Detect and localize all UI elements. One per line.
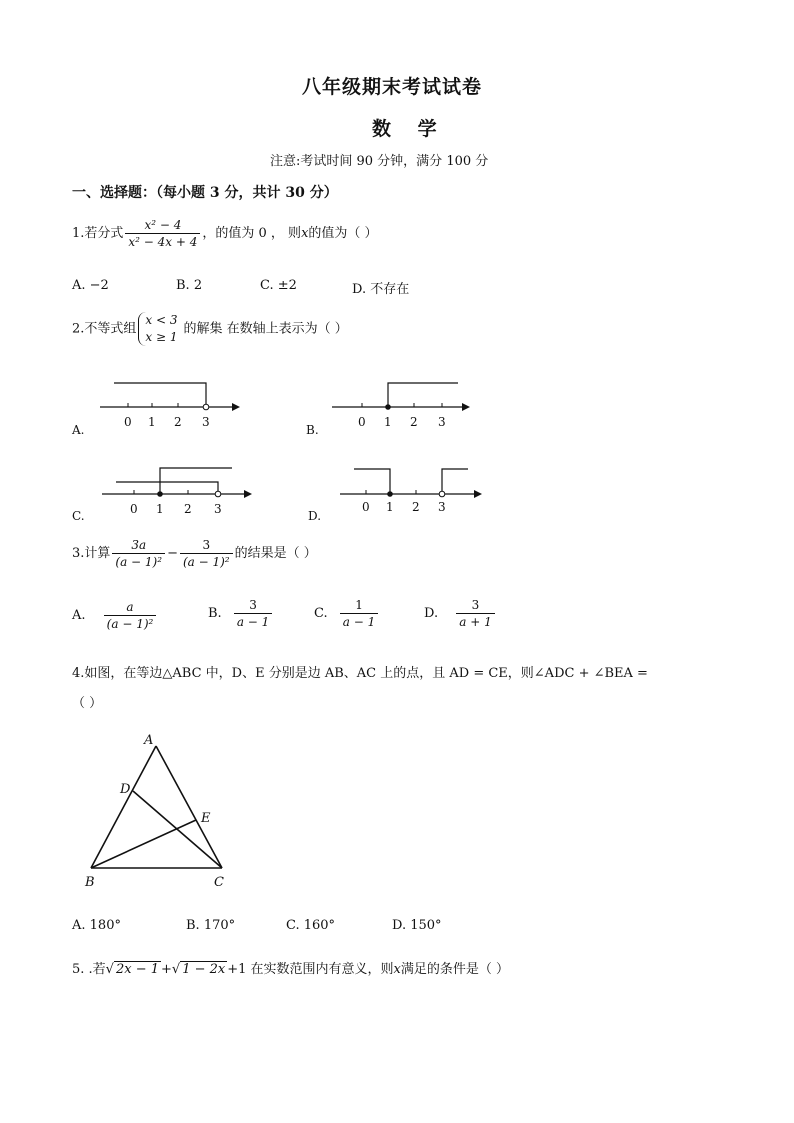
q3-f1-numerator: 3a xyxy=(112,538,165,554)
q3-a-num: a xyxy=(104,600,157,616)
q4-option-c: C. 160° xyxy=(286,918,336,933)
exam-note: 注意:考试时间 90 分钟，满分 100 分 xyxy=(270,154,489,169)
q2b-tick-1: 1 xyxy=(384,415,392,429)
q2a-tick-2: 2 xyxy=(174,415,182,429)
q5-plus: + xyxy=(161,962,172,977)
q2d-tick-2: 2 xyxy=(412,500,420,514)
question-1 xyxy=(72,218,378,249)
q2-ineq-2: x ≥ 1 xyxy=(145,330,178,344)
subject-title: 数 学 xyxy=(372,118,447,140)
q2b-tick-2: 2 xyxy=(410,415,418,429)
q5-suffix: 满足的条件是（ ） xyxy=(400,962,510,977)
q3-label-a: A. xyxy=(72,608,86,623)
question-3 xyxy=(72,538,317,569)
question-4-line-1: 4.如图，在等边△ABC 中，D、E 分别是边 AB、AC 上的点，且 AD = CE，则∠ADC + ∠BEA = xyxy=(72,666,648,681)
q3-f1-denominator: (a − 1)² xyxy=(115,555,163,569)
q2b-tick-0: 0 xyxy=(358,415,366,429)
q2-number-lines xyxy=(60,370,520,530)
q3-minus: − xyxy=(167,546,178,561)
q3-b-num: 3 xyxy=(234,598,272,614)
q2-label-c: C. xyxy=(72,509,85,523)
q2c-tick-0: 0 xyxy=(130,502,138,516)
q3-label-d: D. xyxy=(424,606,439,621)
q3-option-d xyxy=(424,598,497,629)
q4-option-d: D. 150° xyxy=(392,918,442,933)
q2a-tick-1: 1 xyxy=(148,415,156,429)
q4-option-a: A. 180° xyxy=(72,918,121,933)
q2c-tick-1: 1 xyxy=(156,502,164,516)
q3-a-den: (a − 1)² xyxy=(106,617,154,631)
exam-title: 八年级期末考试试卷 xyxy=(302,76,483,98)
question-5: 5. .若√ 2x − 1 +√ 1 − 2x +1 在实数范围内有意义，则x满足的条件是（ ） xyxy=(72,962,510,977)
point-b-label: B xyxy=(85,875,95,890)
q3-option-a-fraction xyxy=(104,600,157,631)
q3-fraction-2 xyxy=(180,538,233,569)
q1-option-c: C. ±2 xyxy=(260,278,297,293)
q2-prefix: 2.不等式组 xyxy=(72,321,137,337)
q2a-tick-0: 0 xyxy=(124,415,132,429)
q2-system xyxy=(138,312,181,346)
q2c-tick-3: 3 xyxy=(214,502,222,516)
q3-label-b: B. xyxy=(208,606,222,621)
q1-fraction xyxy=(125,218,200,249)
q1-mid: ，的值为 0 ， 则 xyxy=(202,226,302,241)
q3-f2-numerator: 3 xyxy=(180,538,233,554)
question-2 xyxy=(72,312,348,346)
q1-numerator: x² − 4 xyxy=(125,218,200,234)
q3-d-den: a + 1 xyxy=(459,615,492,629)
q3-d-num: 3 xyxy=(456,598,494,614)
q3-fraction-1 xyxy=(112,538,165,569)
q3-c-den: a − 1 xyxy=(342,615,376,629)
q3-b-den: a − 1 xyxy=(236,615,270,629)
q1-var: x xyxy=(301,226,309,241)
q2d-tick-0: 0 xyxy=(362,500,370,514)
q5-radicand-1: 2x − 1 xyxy=(115,962,159,977)
q2c-tick-2: 2 xyxy=(184,502,192,516)
q5-radicand-2: 1 − 2x xyxy=(182,962,226,977)
q3-prefix: 3.计算 xyxy=(72,546,111,561)
q2a-tick-3: 3 xyxy=(202,415,210,429)
point-d-label: D xyxy=(120,782,131,797)
q2b-tick-3: 3 xyxy=(438,415,446,429)
q3-label-c: C. xyxy=(314,606,328,621)
q2d-tick-3: 3 xyxy=(438,500,446,514)
q3-f2-denominator: (a − 1)² xyxy=(182,555,230,569)
q2-ineq-1: x < 3 xyxy=(145,313,178,327)
q1-option-b: B. 2 xyxy=(176,278,203,293)
point-e-label: E xyxy=(201,811,211,826)
q3-option-a xyxy=(72,600,158,631)
q2d-tick-1: 1 xyxy=(386,500,394,514)
q1-suffix: 的值为（ ） xyxy=(308,226,378,241)
q1-denominator: x² − 4x + 4 xyxy=(128,235,198,249)
q3-option-d-fraction xyxy=(456,598,494,629)
q3-option-c-fraction xyxy=(340,598,378,629)
q4-option-b: B. 170° xyxy=(186,918,236,933)
section-heading: 一、选择题：（每小题 3 分，共计 30 分） xyxy=(72,185,338,201)
q3-option-c xyxy=(314,598,380,629)
q4-triangle-figure xyxy=(80,728,240,890)
q1-option-d: D. 不存在 xyxy=(352,282,410,297)
q3-option-b-fraction xyxy=(234,598,272,629)
q2-suffix: 的解集 在数轴上表示为（ ） xyxy=(183,321,348,337)
q2-label-b: B. xyxy=(306,423,319,437)
q5-var: x xyxy=(393,962,401,977)
point-a-label: A xyxy=(144,733,154,748)
point-c-label: C xyxy=(214,875,224,890)
q1-option-a: A. −2 xyxy=(72,278,109,293)
question-4-line-2: （ ） xyxy=(72,696,103,711)
q1-prefix: 1.若分式 xyxy=(72,226,124,241)
q5-prefix: 5. .若 xyxy=(72,962,106,977)
q2-label-d: D. xyxy=(308,509,322,523)
q2-label-a: A. xyxy=(72,423,85,437)
q3-c-num: 1 xyxy=(340,598,378,614)
q5-mid: +1 在实数范围内有意义，则 xyxy=(227,962,394,977)
q3-option-b xyxy=(208,598,274,629)
q3-suffix: 的结果是（ ） xyxy=(234,546,317,561)
